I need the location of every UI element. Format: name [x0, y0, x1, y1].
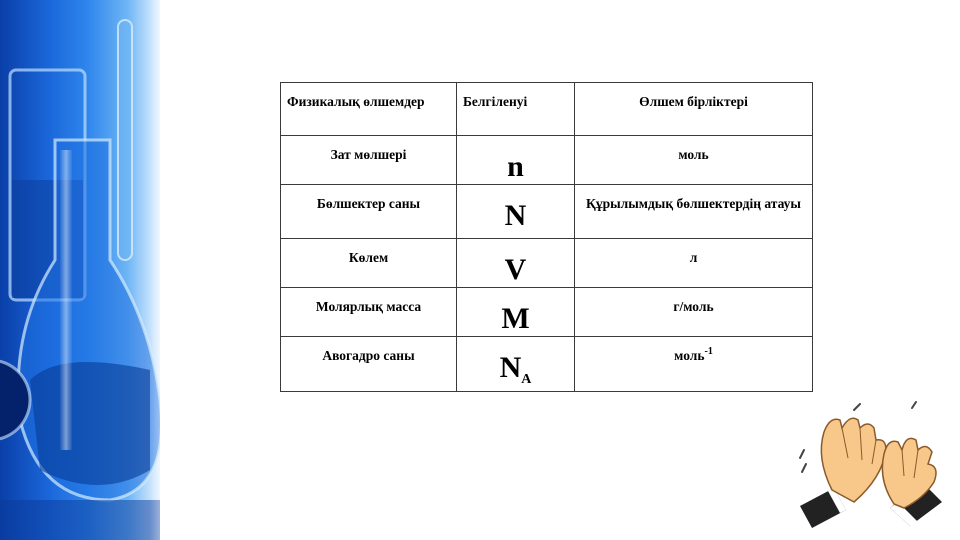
- unit-label: л: [689, 250, 698, 265]
- header-quantity: [281, 83, 457, 136]
- quantity-label: Молярлық масса: [315, 299, 422, 314]
- header-unit-label: Өлшем бірліктері: [639, 94, 748, 109]
- quantity-cell: [281, 337, 457, 392]
- header-quantity-label: Физикалық өлшемдер: [287, 94, 425, 109]
- unit-cell: [575, 337, 813, 392]
- table-row: [281, 239, 813, 288]
- unit-label: г/моль: [673, 299, 714, 314]
- symbol-label: n: [507, 150, 524, 183]
- quantity-label: Бөлшектер саны: [316, 196, 421, 211]
- symbol-cell: [457, 239, 575, 288]
- glassware-illustration: [0, 0, 160, 540]
- unit-label: моль: [678, 147, 709, 162]
- glassware-image: [0, 0, 160, 540]
- physical-quantities-table: [280, 82, 813, 392]
- symbol-label: V: [504, 253, 527, 286]
- table-row: [281, 136, 813, 185]
- unit-superscript: -1: [704, 346, 713, 357]
- quantity-label: Зат мөлшері: [330, 147, 407, 162]
- quantity-cell: [281, 288, 457, 337]
- table-row: [281, 288, 813, 337]
- quantity-label: Авогадро саны: [322, 348, 415, 363]
- quantity-cell: [281, 239, 457, 288]
- symbol-cell: [457, 185, 575, 239]
- header-symbol: [457, 83, 575, 136]
- unit-cell: [575, 239, 813, 288]
- quantity-label: Көлем: [348, 250, 389, 265]
- symbol-subscript: A: [521, 372, 532, 387]
- symbol-main: N: [499, 351, 522, 384]
- table-header-row: [281, 83, 813, 136]
- symbol-label: M: [501, 302, 530, 335]
- symbol-cell: [457, 288, 575, 337]
- right-hand: [882, 438, 942, 526]
- unit-label: [575, 337, 812, 368]
- quantity-cell: [281, 185, 457, 239]
- unit-cell: [575, 136, 813, 185]
- clapping-hands-icon: [794, 398, 944, 530]
- left-hand: [800, 418, 886, 528]
- unit-cell: [575, 288, 813, 337]
- unit-main: моль: [674, 348, 705, 363]
- header-symbol-label: Белгіленуі: [463, 94, 528, 109]
- header-unit: [575, 83, 813, 136]
- symbol-label: N: [504, 199, 527, 232]
- image-fade: [150, 0, 190, 540]
- table-row: [281, 337, 813, 392]
- unit-cell: [575, 185, 813, 239]
- symbol-cell: [457, 337, 575, 392]
- symbol-label: [457, 337, 574, 387]
- quantity-cell: [281, 136, 457, 185]
- table-row: [281, 185, 813, 239]
- unit-label: Құрылымдық бөлшектердің атауы: [586, 196, 801, 211]
- symbol-cell: [457, 136, 575, 185]
